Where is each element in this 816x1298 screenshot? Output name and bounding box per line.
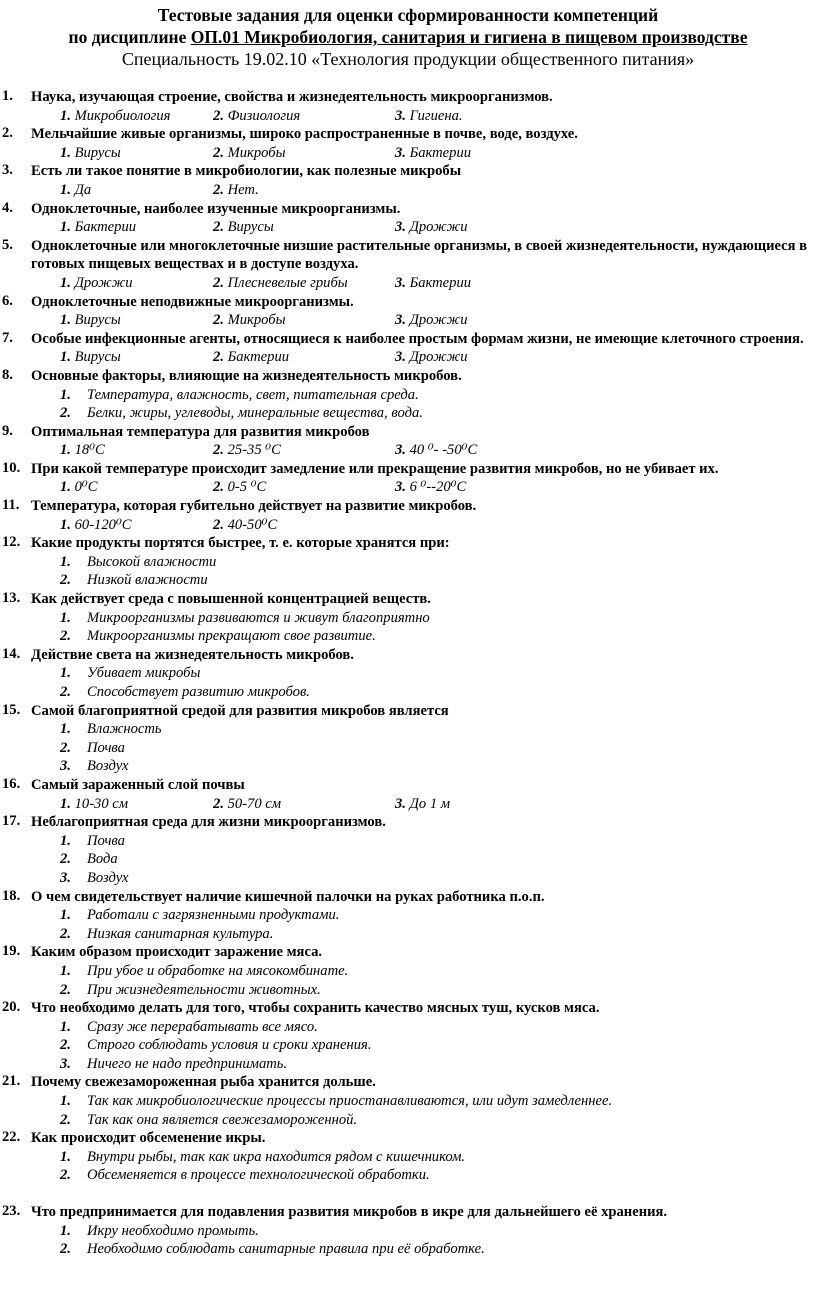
answer-text: 50-70 см bbox=[227, 795, 282, 812]
question-item bbox=[0, 88, 816, 125]
answer-number: 3. bbox=[60, 758, 71, 775]
answer-option[interactable] bbox=[213, 218, 274, 237]
answer-number: 2. bbox=[213, 795, 228, 812]
question-number: 3. bbox=[2, 162, 13, 179]
answer-text: Вода bbox=[87, 851, 118, 868]
question-item bbox=[0, 423, 816, 460]
answer-number: 1. bbox=[60, 442, 75, 459]
answer-text: Микроорганизмы развиваются и живут благоприятно bbox=[87, 609, 430, 626]
answer-option[interactable] bbox=[60, 218, 136, 237]
answer-option[interactable] bbox=[60, 869, 816, 888]
answer-option[interactable] bbox=[60, 311, 121, 330]
answer-number: 1. bbox=[60, 181, 75, 198]
answer-option[interactable] bbox=[213, 181, 259, 200]
answer-number: 3. bbox=[395, 349, 410, 366]
question-number: 11. bbox=[2, 497, 20, 514]
answer-text: 0⁰С bbox=[74, 479, 98, 496]
question-text: Самой благоприятной средой для развития микробов является bbox=[31, 702, 449, 719]
question-text: Как происходит обсеменение икры. bbox=[31, 1130, 266, 1147]
question-text: Что предпринимается для подавления развития микробов в икре для дальнейшего её хранения. bbox=[31, 1204, 668, 1221]
answer-text: Да bbox=[74, 181, 92, 198]
answer-number: 1. bbox=[60, 1148, 71, 1165]
answer-option[interactable] bbox=[60, 981, 816, 1000]
answer-option[interactable] bbox=[60, 683, 816, 702]
answer-options bbox=[0, 609, 816, 646]
answer-text: Необходимо соблюдать санитарные правила при её обработке. bbox=[87, 1241, 485, 1258]
question-number: 5. bbox=[2, 236, 13, 253]
answer-text: 25-35 ⁰С bbox=[227, 442, 281, 459]
answer-text: Бактерии bbox=[227, 349, 290, 366]
question-item bbox=[0, 367, 816, 423]
answer-number: 2. bbox=[213, 219, 228, 236]
question-text: Температура, которая губительно действует на развитие микробов. bbox=[31, 498, 477, 515]
answer-number: 1. bbox=[60, 144, 75, 161]
answer-option[interactable] bbox=[60, 757, 816, 776]
question-item bbox=[0, 237, 816, 293]
answer-options bbox=[0, 664, 816, 701]
question-item bbox=[0, 1073, 816, 1129]
question-number: 19. bbox=[2, 943, 21, 960]
question-text: Что необходимо делать для того, чтобы сохранить качество мясных туш, кусков мяса. bbox=[31, 1000, 600, 1017]
question-number: 4. bbox=[2, 199, 13, 216]
question-item bbox=[0, 590, 816, 646]
answer-option[interactable] bbox=[213, 516, 277, 535]
answer-number: 2. bbox=[60, 572, 71, 589]
answer-option[interactable] bbox=[60, 441, 105, 460]
answer-options bbox=[60, 441, 816, 460]
answer-text: Микробиология bbox=[74, 107, 171, 124]
question-number: 13. bbox=[2, 590, 21, 607]
answer-option[interactable] bbox=[60, 720, 816, 739]
question-text: Одноклеточные или многоклеточные низшие растительные организмы, в своей жизнедеятельности, нуждающиеся в готовых пищевых веществах и в доступе воздуха. bbox=[31, 237, 808, 273]
answer-text: Бактерии bbox=[409, 274, 472, 291]
answer-option[interactable] bbox=[60, 1111, 816, 1130]
answer-text: 10-30 см bbox=[74, 795, 129, 812]
answer-number: 3. bbox=[395, 312, 410, 329]
answer-text: Вирусы bbox=[74, 349, 121, 366]
answer-option[interactable] bbox=[395, 274, 471, 293]
answer-number: 2. bbox=[60, 739, 71, 756]
question-item bbox=[0, 1129, 816, 1185]
question-number: 21. bbox=[2, 1073, 21, 1090]
question-item bbox=[0, 293, 816, 330]
answer-option[interactable] bbox=[395, 311, 468, 330]
answer-option[interactable] bbox=[213, 274, 348, 293]
question-item bbox=[0, 813, 816, 887]
answer-text: 40 ⁰- -50⁰С bbox=[409, 442, 478, 459]
answer-option[interactable] bbox=[60, 1055, 816, 1074]
answer-text: Низкой влажности bbox=[87, 572, 208, 589]
answer-number: 2. bbox=[60, 1167, 71, 1184]
question-number: 9. bbox=[2, 422, 13, 439]
answer-text: Микробы bbox=[227, 144, 286, 161]
title: Тестовые задания для оценки сформированности компетенций bbox=[157, 5, 659, 25]
answer-text: Дрожжи bbox=[409, 349, 468, 366]
answer-number: 1. bbox=[60, 832, 71, 849]
answer-number: 2. bbox=[213, 312, 228, 329]
question-item bbox=[0, 534, 816, 590]
answer-option[interactable] bbox=[60, 107, 170, 126]
answer-number: 2. bbox=[60, 1241, 71, 1258]
answer-number: 1. bbox=[60, 349, 75, 366]
answer-number: 2. bbox=[213, 349, 228, 366]
question-item bbox=[0, 646, 816, 702]
question-number: 20. bbox=[2, 999, 21, 1016]
answer-options bbox=[0, 720, 816, 776]
answer-option[interactable] bbox=[60, 627, 816, 646]
answer-number: 3. bbox=[395, 144, 410, 161]
answer-option[interactable] bbox=[60, 516, 132, 535]
answer-option[interactable] bbox=[60, 1092, 816, 1111]
answer-options bbox=[0, 386, 816, 423]
discipline-prefix: по дисциплине bbox=[68, 27, 191, 47]
answer-number: 1. bbox=[60, 219, 75, 236]
answer-text: Убивает микробы bbox=[87, 665, 201, 682]
answer-number: 2. bbox=[60, 684, 71, 700]
answer-number: 2. bbox=[60, 1111, 71, 1128]
question-item bbox=[0, 497, 816, 534]
question-item bbox=[0, 702, 816, 776]
answer-option[interactable] bbox=[60, 1240, 816, 1259]
answer-option[interactable] bbox=[60, 850, 816, 869]
answer-text: Способствует развитию микробов. bbox=[87, 684, 310, 700]
answer-number: 3. bbox=[60, 1055, 71, 1072]
answer-option[interactable] bbox=[60, 553, 816, 572]
answer-text: Плесневелые грибы bbox=[227, 274, 348, 291]
question-text: Какие продукты портятся быстрее, т. е. которые хранятся при: bbox=[31, 535, 450, 552]
answer-text: Вирусы bbox=[227, 219, 274, 236]
answer-option[interactable] bbox=[60, 478, 97, 497]
answer-options bbox=[0, 1092, 816, 1129]
answer-options bbox=[60, 107, 816, 126]
question-text: Одноклеточные неподвижные микроорганизмы. bbox=[31, 293, 354, 310]
answer-option[interactable] bbox=[395, 441, 477, 460]
question-number: 16. bbox=[2, 775, 21, 792]
answer-number: 3. bbox=[395, 442, 410, 459]
answer-text: Так как она является свежезамороженной. bbox=[87, 1111, 358, 1128]
answer-text: 18⁰С bbox=[74, 442, 105, 459]
document-header bbox=[0, 4, 816, 70]
answer-option[interactable] bbox=[60, 404, 816, 423]
answer-option[interactable] bbox=[60, 144, 121, 163]
question-text: Самый зараженный слой почвы bbox=[31, 776, 245, 793]
answer-text: Вирусы bbox=[74, 312, 121, 329]
question-item bbox=[0, 200, 816, 237]
answer-text: Строго соблюдать условия и сроки хранения. bbox=[87, 1037, 372, 1054]
question-item bbox=[0, 888, 816, 944]
specialty-line: Специальность 19.02.10 «Технология продукции общественного питания» bbox=[121, 49, 695, 69]
answer-number: 1. bbox=[60, 665, 71, 682]
answer-text: Дрожжи bbox=[409, 312, 468, 329]
question-number: 18. bbox=[2, 887, 21, 904]
answer-options bbox=[60, 144, 816, 163]
answer-number: 2. bbox=[213, 107, 228, 124]
answer-number: 1. bbox=[60, 553, 71, 570]
answer-options bbox=[60, 516, 816, 535]
answer-option[interactable] bbox=[213, 795, 281, 814]
answer-option[interactable] bbox=[60, 1222, 816, 1241]
answer-number: 1. bbox=[60, 274, 75, 291]
question-item bbox=[0, 162, 816, 199]
question-text: Каким образом происходит заражение мяса. bbox=[31, 944, 323, 961]
question-text: Почему свежезамороженная рыба хранится дольше. bbox=[31, 1074, 376, 1091]
answer-option[interactable] bbox=[60, 664, 816, 683]
answer-option[interactable] bbox=[395, 795, 450, 814]
discipline-name: ОП.01 Микробиология, санитария и гигиена в пищевом производстве bbox=[190, 27, 748, 47]
question-number: 10. bbox=[2, 459, 21, 476]
answer-number: 1. bbox=[60, 609, 71, 626]
answer-number: 1. bbox=[60, 1222, 71, 1239]
answer-options bbox=[60, 478, 816, 497]
answer-number: 3. bbox=[395, 274, 410, 291]
question-number: 12. bbox=[2, 534, 21, 551]
answer-options bbox=[0, 1018, 816, 1074]
question-text: При какой температуре происходит замедление или прекращение развития микробов, но не убивает их. bbox=[31, 460, 719, 477]
answer-option[interactable] bbox=[213, 311, 286, 330]
answer-text: Дрожжи bbox=[409, 219, 468, 236]
answer-number: 1. bbox=[60, 1018, 71, 1035]
answer-text: Воздух bbox=[87, 869, 129, 886]
answer-text: Обсеменяется в процессе технологической обработки. bbox=[87, 1167, 430, 1184]
answer-option[interactable] bbox=[395, 144, 471, 163]
answer-option[interactable] bbox=[60, 386, 816, 405]
answer-option[interactable] bbox=[60, 832, 816, 851]
answer-number: 3. bbox=[395, 219, 410, 236]
answer-text: Икру необходимо промыть. bbox=[87, 1222, 259, 1239]
answer-option[interactable] bbox=[213, 478, 266, 497]
answer-option[interactable] bbox=[60, 962, 816, 981]
answer-option[interactable] bbox=[60, 1148, 816, 1167]
question-text: Есть ли такое понятие в микробиологии, как полезные микробы bbox=[31, 163, 462, 180]
answer-number: 2. bbox=[60, 405, 71, 422]
answer-number: 2. bbox=[60, 851, 71, 868]
answer-text: 0-5 ⁰С bbox=[227, 479, 267, 496]
answer-text: До 1 м bbox=[409, 795, 451, 812]
answer-option[interactable] bbox=[395, 107, 463, 126]
answer-option[interactable] bbox=[60, 925, 816, 944]
answer-options bbox=[60, 795, 816, 814]
question-text: Оптимальная температура для развития микробов bbox=[31, 423, 370, 440]
question-number: 23. bbox=[2, 1203, 21, 1220]
answer-number: 1. bbox=[60, 907, 71, 924]
answer-number: 2. bbox=[213, 516, 228, 533]
answer-number: 3. bbox=[395, 795, 410, 812]
question-text: Действие света на жизнедеятельность микробов. bbox=[31, 646, 354, 663]
answer-text: При жизнедеятельности животных. bbox=[87, 981, 321, 998]
answer-option[interactable] bbox=[213, 107, 300, 126]
answer-number: 2. bbox=[60, 981, 71, 998]
answer-text: Сразу же перерабатывать все мясо. bbox=[87, 1018, 318, 1035]
answer-option[interactable] bbox=[60, 274, 133, 293]
question-number: 17. bbox=[2, 813, 21, 830]
question-item bbox=[0, 330, 816, 367]
answer-options bbox=[60, 218, 816, 237]
answer-text: Ничего не надо предпринимать. bbox=[87, 1055, 288, 1072]
question-item bbox=[0, 943, 816, 999]
answer-number: 2. bbox=[213, 181, 228, 198]
answer-option[interactable] bbox=[395, 218, 468, 237]
answer-text: Высокой влажности bbox=[87, 553, 217, 570]
question-number: 15. bbox=[2, 701, 21, 718]
answer-options bbox=[60, 348, 816, 367]
answer-text: Влажность bbox=[87, 721, 162, 738]
answer-option[interactable] bbox=[60, 181, 91, 200]
answer-number: 3. bbox=[395, 107, 410, 124]
answer-number: 1. bbox=[60, 962, 71, 979]
answer-text: Так как микробиологические процессы приостанавливаются, или идут замедленнее. bbox=[87, 1093, 613, 1110]
answer-options bbox=[0, 832, 816, 888]
answer-text: 40-50⁰С bbox=[227, 516, 278, 533]
answer-number: 2. bbox=[60, 925, 71, 942]
answer-text: Белки, жиры, углеводы, минеральные вещества, вода. bbox=[87, 405, 423, 422]
answer-options bbox=[60, 311, 816, 330]
answer-number: 3. bbox=[60, 869, 71, 886]
question-number: 22. bbox=[2, 1129, 21, 1146]
answer-number: 1. bbox=[60, 386, 71, 403]
question-text: Основные факторы, влияющие на жизнедеятельность микробов. bbox=[31, 367, 462, 384]
question-item bbox=[0, 776, 816, 813]
answer-number: 2. bbox=[60, 1037, 71, 1054]
answer-text: Нет. bbox=[227, 181, 259, 198]
answer-number: 2. bbox=[213, 479, 228, 496]
question-number: 2. bbox=[2, 125, 13, 142]
question-item bbox=[0, 999, 816, 1073]
answer-number: 3. bbox=[395, 479, 410, 496]
answer-option[interactable] bbox=[213, 441, 281, 460]
answer-number: 2. bbox=[213, 144, 228, 161]
answer-options bbox=[0, 962, 816, 999]
question-text: Как действует среда с повышенной концентрацией веществ. bbox=[31, 591, 431, 608]
discipline-line bbox=[0, 26, 816, 48]
question-item bbox=[0, 125, 816, 162]
question-number: 6. bbox=[2, 292, 13, 309]
question-item bbox=[0, 460, 816, 497]
answer-option[interactable] bbox=[60, 571, 816, 590]
answer-options bbox=[0, 906, 816, 943]
answer-number: 2. bbox=[213, 274, 228, 291]
answer-option[interactable] bbox=[60, 795, 128, 814]
answer-number: 1. bbox=[60, 516, 75, 533]
answer-text: При убое и обработке на мясокомбинате. bbox=[87, 962, 349, 979]
question-text: О чем свидетельствует наличие кишечной палочки на руках работника п.о.п. bbox=[31, 888, 545, 905]
answer-option[interactable] bbox=[60, 609, 816, 628]
question-item bbox=[0, 1203, 816, 1259]
answer-text: Гигиена. bbox=[409, 107, 463, 124]
answer-text: 60-120⁰С bbox=[74, 516, 132, 533]
answer-text: Почва bbox=[87, 739, 125, 756]
answer-option[interactable] bbox=[60, 739, 816, 758]
question-number: 14. bbox=[2, 645, 21, 662]
answer-number: 1. bbox=[60, 721, 71, 738]
answer-text: Внутри рыбы, так как икра находится рядом с кишечником. bbox=[87, 1148, 466, 1165]
answer-option[interactable] bbox=[395, 478, 466, 497]
answer-text: Бактерии bbox=[409, 144, 472, 161]
answer-text: Физиология bbox=[227, 107, 301, 124]
question-text: Наука, изучающая строение, свойства и жизнедеятельность микроорганизмов. bbox=[31, 89, 553, 105]
answer-text: Почва bbox=[87, 832, 125, 849]
answer-text: Дрожжи bbox=[74, 274, 133, 291]
answer-number: 1. bbox=[60, 312, 75, 329]
answer-number: 2. bbox=[60, 628, 71, 645]
answer-text: Низкая санитарная культура. bbox=[87, 925, 274, 942]
answer-number: 1. bbox=[60, 1093, 71, 1110]
answer-option[interactable] bbox=[60, 906, 816, 925]
answer-option[interactable] bbox=[60, 1036, 816, 1055]
answer-options bbox=[60, 274, 816, 293]
answer-text: Работали с загрязненными продуктами. bbox=[87, 907, 340, 924]
answer-number: 1. bbox=[60, 795, 75, 812]
answer-options bbox=[0, 1222, 816, 1259]
answer-number: 1. bbox=[60, 107, 75, 124]
answer-option[interactable] bbox=[60, 1018, 816, 1037]
answer-text: Микроорганизмы прекращают свое развитие. bbox=[87, 628, 376, 645]
answer-options bbox=[0, 1148, 816, 1185]
question-number: 8. bbox=[2, 366, 13, 383]
answer-text: Температура, влажность, свет, питательная среда. bbox=[87, 386, 419, 403]
answer-option[interactable] bbox=[60, 348, 121, 367]
answer-text: Бактерии bbox=[74, 219, 137, 236]
question-number: 1. bbox=[2, 88, 13, 104]
question-text: Одноклеточные, наиболее изученные микроорганизмы. bbox=[31, 200, 401, 217]
question-number: 7. bbox=[2, 329, 13, 346]
answer-option[interactable] bbox=[395, 348, 468, 367]
answer-option[interactable] bbox=[60, 1166, 816, 1185]
question-text: Неблагоприятная среда для жизни микроорганизмов. bbox=[31, 814, 386, 831]
answer-text: Воздух bbox=[87, 758, 129, 775]
answer-options bbox=[60, 181, 816, 200]
answer-text: Микробы bbox=[227, 312, 286, 329]
question-list bbox=[0, 88, 816, 1259]
answer-option[interactable] bbox=[213, 348, 289, 367]
question-text: Особые инфекционные агенты, относящиеся к наиболее простым формам жизни, не имеющие клеточного строения. bbox=[31, 330, 804, 347]
answer-text: Вирусы bbox=[74, 144, 121, 161]
answer-number: 1. bbox=[60, 479, 75, 496]
answer-options bbox=[0, 553, 816, 590]
question-text: Мельчайшие живые организмы, широко распространенные в почве, воде, воздухе. bbox=[31, 126, 578, 143]
answer-number: 2. bbox=[213, 442, 228, 459]
answer-text: 6 ⁰--20⁰С bbox=[409, 479, 467, 496]
answer-option[interactable] bbox=[213, 144, 286, 163]
